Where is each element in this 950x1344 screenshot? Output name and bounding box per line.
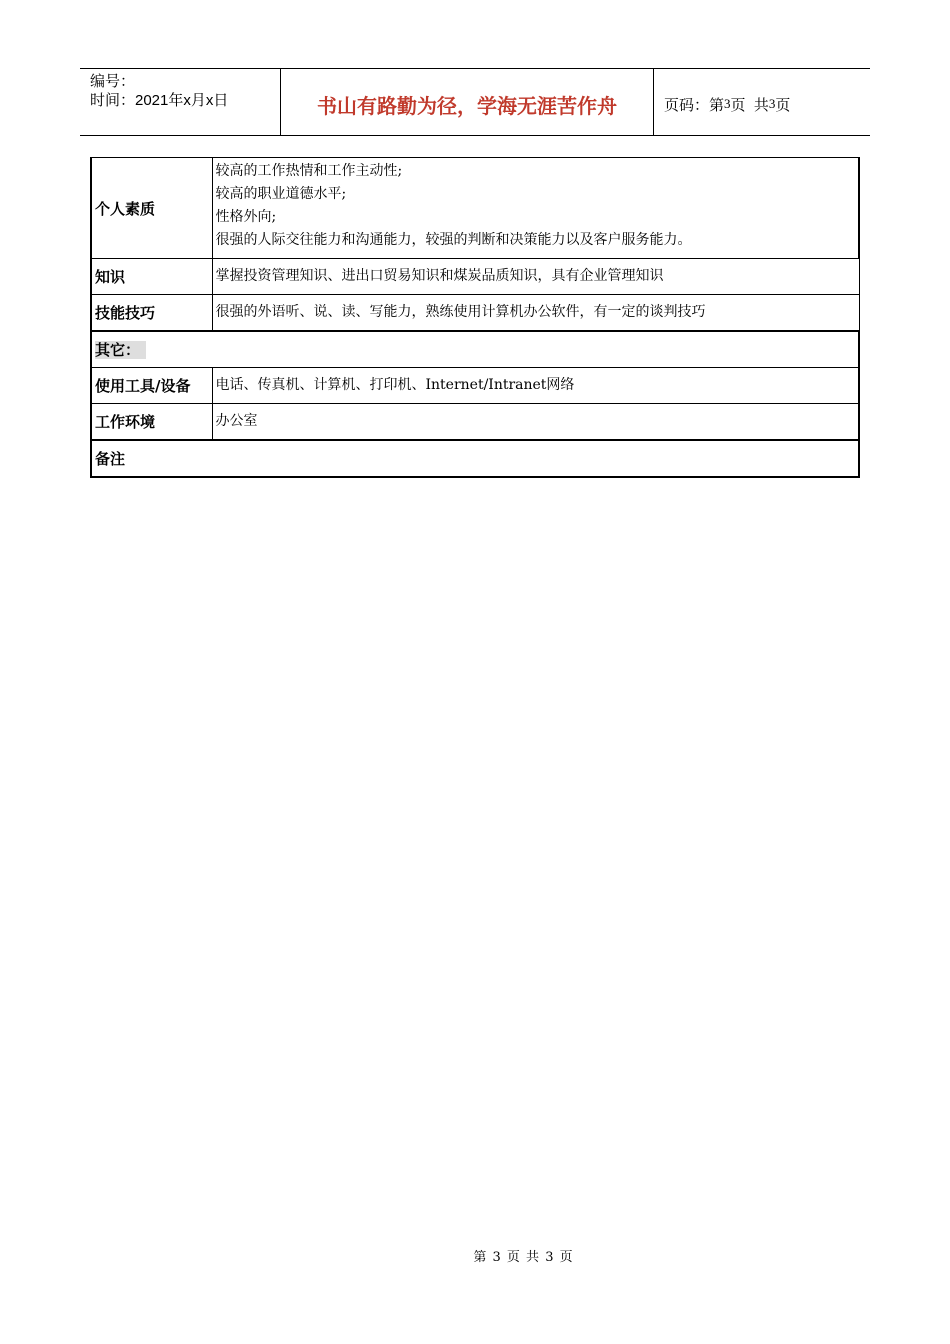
label-personal-quality: 个人素质 <box>91 158 212 259</box>
value-personal-quality <box>212 158 859 259</box>
number-label: 编号： <box>90 73 136 90</box>
page-current: 3 <box>724 96 731 111</box>
time-label: 时间：2021年x月x日 <box>90 92 229 109</box>
page-footer: 第 3 页 共 3 页 <box>473 1250 573 1265</box>
table-row-tools <box>91 368 859 404</box>
label-tools: 使用工具/设备 <box>91 368 212 404</box>
quality-line: 很强的人际交往能力和沟通能力，较强的判断和决策能力以及客户服务能力。 <box>215 232 692 248</box>
page-suffix: 页 <box>775 96 791 114</box>
label-environment: 工作环境 <box>91 404 212 441</box>
page-prefix: 页码：第 <box>664 96 725 114</box>
table-row-remarks <box>91 440 859 477</box>
section-other <box>91 331 859 368</box>
label-knowledge: 知识 <box>91 259 212 295</box>
page-mid: 页 共 <box>730 96 769 114</box>
value-skills: 很强的外语听、说、读、写能力，熟练使用计算机办公软件，有一定的谈判技巧 <box>212 295 859 332</box>
label-other: 其它： <box>95 341 146 359</box>
quality-line: 较高的职业道德水平; <box>215 186 347 202</box>
value-environment: 办公室 <box>212 404 859 441</box>
label-remarks: 备注 <box>91 440 859 477</box>
header-meta <box>80 69 281 135</box>
value-tools: 电话、传真机、计算机、打印机、Internet/Intranet网络 <box>212 368 859 404</box>
table-row-environment <box>91 404 859 441</box>
header-motto: 书山有路勤为径，学海无涯苦作舟 <box>281 69 654 135</box>
table-row-personal-quality <box>91 158 859 259</box>
value-knowledge: 掌握投资管理知识、进出口贸易知识和煤炭品质知识，具有企业管理知识 <box>212 259 859 295</box>
job-requirements-table <box>90 157 860 478</box>
quality-line: 性格外向; <box>215 209 277 225</box>
table-row-other <box>91 331 859 368</box>
table-row-skills <box>91 295 859 332</box>
quality-line: 较高的工作热情和工作主动性; <box>215 163 403 179</box>
table-row-knowledge <box>91 259 859 295</box>
header-page-number <box>654 69 870 135</box>
page-header <box>80 68 870 136</box>
page-total: 3 <box>768 96 776 111</box>
label-skills: 技能技巧 <box>91 295 212 332</box>
